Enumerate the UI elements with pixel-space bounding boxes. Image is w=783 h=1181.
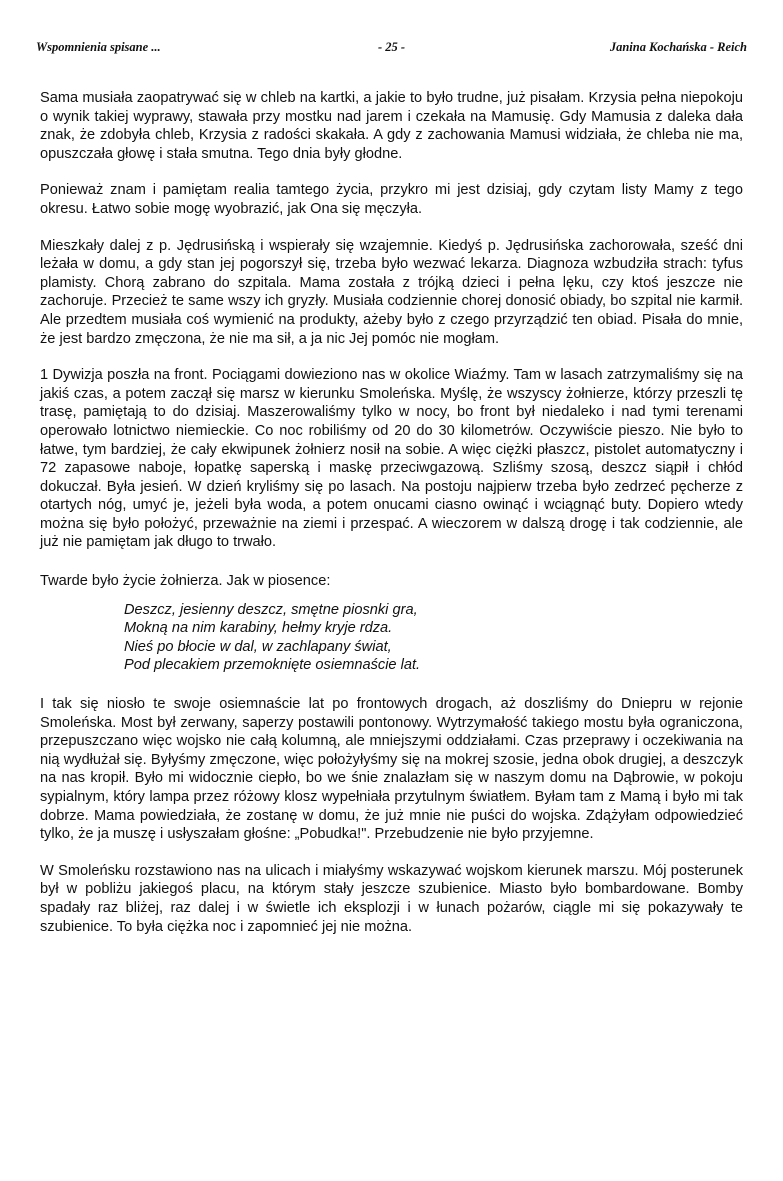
header-book-title: Wspomnienia spisane ...	[36, 40, 161, 54]
paragraph-3: Mieszkały dalej z p. Jędrusińską i wspierały się wzajemnie. Kiedyś p. Jędrusińska zachorowała, sześć dni leżała w domu, a gdy stan jej pogorszył się, trzeba było wezwać lekarza. Diagnoza wzbudziła strach: tyfus plamisty. Chorą zabrano do szpitala. Mama została z trójką dzieci i pełna lęku, czy ktoś jeszcze nie zachoruje. Przecież te same wszy ich gryzły. Musiała codziennie chorej donosić obiady, bo szpital nie karmił. Ale przedtem musiała coś wymienić na produkty, ażeby było z czego przyrządzić ten obiad. Pisała do mnie, że jest bardzo zmęczona, że nie ma sił, a ja nic Jej pomóc nie mogłam.	[40, 237, 743, 347]
paragraph-1: Sama musiała zaopatrywać się w chleb na kartki, a jakie to było trudne, już pisałam. Krzysia pełna niepokoju o wynik takiej wyprawy, stawała przy mostku nad jarem i czekała na Mamusię. Gdy Mamusia z daleka dała znak, że zdobyła chleb, Krzysia z radości skakała. A gdy z zachowania Mamusi widziała, że chleba nie ma, opuszczała głowę i stała smutna. Tego dnia były głodne.	[40, 90, 743, 162]
header-page-number: - 25 -	[377, 40, 406, 54]
song-quote	[124, 601, 743, 675]
paragraph-4: 1 Dywizja poszła na front. Pociągami dowieziono nas w okolice Wiaźmy. Tam w lasach zatrzymaliśmy się na jakiś czas, a potem zaczął się marsz w kierunku Smoleńska. Myślę, że wszyscy żołnierze, którzy przeszli tę trasę, pamiętają to do dzisiaj. Maszerowaliśmy tylko w nocy, bo front był niedaleko i nad tymi terenami operowało lotnictwo niemieckie. Co noc robiliśmy od 20 do 30 kilometrów. Oczywiście pieszo. Nie było to łatwe, tym bardziej, że cały ekwipunek żołnierz nosił na sobie. A więc ciężki płaszcz, pistolet automatyczny i 72 zapasowe naboje, łopatkę saperską i maskę przeciwgazową. Szliśmy szosą, deszcz siąpił i chłód dokuczał. Była jesień. W dzień kryliśmy się po lasach. Na postoju najpierw trzeba było zedrzeć pęcherze z otartych nóg, umyć je, jeżeli była woda, a potem onucami ciasno owinąć i wciągnąć buty. Dopiero wtedy można się było położyć, przeważnie na ziemi i przespać. A wieczorem w dalszą drogę i tak codziennie, ale już nie pamiętam jak długo to trwało.	[40, 367, 743, 551]
page-header	[36, 40, 747, 60]
page-body	[40, 89, 743, 954]
song-line-1: Deszcz, jesienny deszcz, smętne piosnki gra,	[124, 601, 418, 618]
song-line-4: Pod plecakiem przemoknięte osiemnaście lat.	[124, 657, 421, 674]
paragraph-2: Ponieważ znam i pamiętam realia tamtego życia, przykro mi jest dzisiaj, gdy czytam listy Mamy z tego okresu. Łatwo sobie mogę wyobrazić, jak Ona się męczyła.	[40, 182, 743, 217]
paragraph-5: Twarde było życie żołnierza. Jak w piosence:	[40, 573, 331, 590]
paragraph-6: I tak się niosło te swoje osiemnaście lat po frontowych drogach, aż doszliśmy do Dniepru w rejonie Smoleńska. Most był zerwany, saperzy postawili pontonowy. Wytrzymałość takiego mostu była ograniczona, przepuszczano więc wojsko nie całą kolumną, ale mniejszymi oddziałami. Czas przeprawy i oczekiwania na nią wydłużał się. Byłyśmy zmęczone, więc położyłyśmy się na mokrej szosie, jedna obok drugiej, a deszczyk na nas kropił. Było mi widocznie ciepło, bo we śnie znalazłam się w naszym domu na Dąbrowie, w pokoju sypialnym, który lampa przez różowy klosz wypełniała przytulnym światłem. Byłam tam z Mamą i było mi tak dobrze. Mama powiedziała, że zostanę w domu, że już mnie nie puści do wojska. Zdążyłam odpowiedzieć tylko, że ja muszę i usłyszałam głośne: „Pobudka!". Przebudzenie nie było przyjemne.	[40, 696, 743, 843]
paragraph-7: W Smoleńsku rozstawiono nas na ulicach i miałyśmy wskazywać wojskom kierunek marszu. Mój posterunek był w pobliżu jakiegoś placu, na którym stały jeszcze szubienice. Miasto było bombardowane. Bomby spadały raz bliżej, raz dalej i w świetle ich eksplozji i w łunach pożarów, ciągle mi się pokazywały te szubienice. To była ciężka noc i zapomnieć jej nie można.	[40, 862, 743, 935]
song-line-3: Nieś po błocie w dal, w zachlapany świat,	[124, 638, 392, 655]
song-line-2: Mokną na nim karabiny, hełmy kryje rdza.	[124, 620, 393, 637]
header-author: Janina Kochańska - Reich	[609, 40, 747, 54]
